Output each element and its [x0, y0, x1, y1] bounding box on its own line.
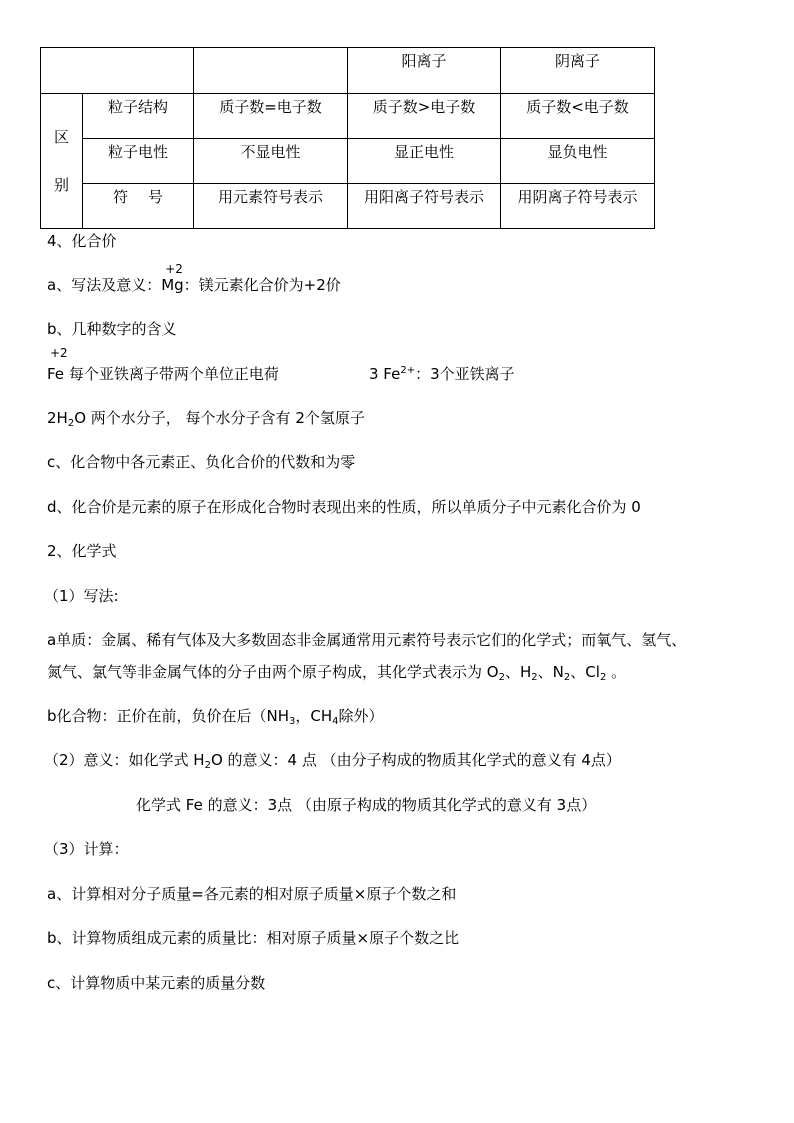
valence-a-prefix: a、写法及意义：	[47, 276, 162, 294]
header-cell-cation: 阳离子	[348, 48, 501, 94]
formula-sep: 、	[537, 663, 553, 681]
fe3-prefix: 3 Fe	[369, 365, 401, 383]
formula-meaning-sub: 2	[204, 760, 211, 771]
table-row	[41, 94, 655, 139]
row-label: 粒子结构	[83, 94, 194, 139]
header-cell-atom	[194, 48, 348, 94]
cell-anion: 显负电性	[501, 139, 655, 184]
formula-o2-el: O	[486, 663, 499, 681]
calc-c-line: c、计算物质中某元素的质量分数	[47, 974, 266, 992]
formula-n2-el: N	[552, 663, 564, 681]
valence-d-line: d、化合价是元素的原子在形成化合物时表现出来的性质，所以单质分子中元素化合价为 0	[47, 498, 641, 516]
formula-b-mid: ，CH	[295, 707, 333, 725]
formula-h2-sub: 2	[531, 672, 538, 683]
calc-b-line: b、计算物质组成元素的质量比：相对原子质量×原子个数之比	[47, 929, 460, 947]
table-row	[41, 184, 655, 229]
mg-with-valence	[161, 262, 184, 295]
valence-a-text: ：镁元素化合价为+2价	[183, 276, 341, 294]
valence-heading: 4、化合价	[47, 232, 117, 250]
cell-cation: 质子数>电子数	[348, 94, 501, 139]
formula-cl2-el: Cl	[585, 663, 600, 681]
cell-anion: 质子数<电子数	[501, 94, 655, 139]
fe-count-line	[369, 364, 515, 384]
formula-b-pre: b化合物：正价在前，负价在后（NH	[47, 707, 290, 725]
formula-meaning-pre: （2）意义：如化学式 H	[44, 751, 205, 769]
cell-cation: 用阳离子符号表示	[348, 184, 501, 229]
mg-symbol: Mg	[161, 276, 184, 294]
formula-heading: 2、化学式	[47, 542, 117, 560]
formula-a-line2	[47, 662, 626, 682]
cell-atom: 用元素符号表示	[194, 184, 348, 229]
table-row	[41, 139, 655, 184]
fe3-charge: 2+	[400, 365, 416, 376]
cell-atom: 质子数=电子数	[194, 94, 348, 139]
header-cell-anion: 阴离子	[501, 48, 655, 94]
mg-valence-mark: +2	[165, 262, 183, 276]
fe-ion-line	[47, 364, 279, 384]
h2o-post: O 两个水分子， 每个水分子含有 2个氢原子	[74, 409, 365, 427]
valence-c-line: c、化合物中各元素正、负化合价的代数和为零	[47, 453, 356, 471]
cell-anion: 用阴离子符号表示	[501, 184, 655, 229]
formula-n2-sub: 2	[563, 672, 571, 683]
valence-b-heading: b、几种数字的含义	[47, 320, 177, 338]
row-label: 粒子电性	[83, 139, 194, 184]
particle-comparison-table	[40, 47, 655, 229]
formula-a-line2-pre: 氮气、氯气等非金属气体的分子由两个原子构成，其化学式表示为	[47, 663, 487, 681]
fe-valence-mark: +2	[50, 346, 68, 360]
row-label: 符 号	[83, 184, 194, 229]
table-header-row	[41, 48, 655, 94]
formula-a-line1: a单质：金属、稀有气体及大多数固态非金属通常用元素符号表示它们的化学式；而氧气、氢气、	[47, 631, 687, 649]
fe-symbol: Fe	[47, 365, 65, 383]
cell-atom: 不显电性	[194, 139, 348, 184]
formula-o2-sub: 2	[498, 672, 505, 683]
calc-a-line: a、计算相对分子质量=各元素的相对原子质量×原子个数之和	[47, 885, 457, 903]
formula-meaning-line	[44, 750, 621, 770]
h2o-pre: 2H	[47, 409, 68, 427]
header-cell-empty	[41, 48, 194, 94]
formula-cl2-sub: 2	[599, 672, 607, 683]
formula-b-post: 除外）	[338, 707, 384, 725]
formula-sep: 、	[504, 663, 520, 681]
fe3-meaning: ：3个亚铁离子	[415, 365, 515, 383]
formula-b-sub2: 4	[332, 716, 339, 727]
formula-writing-title: （1）写法:	[44, 587, 119, 605]
difference-label: 区 别	[41, 94, 83, 229]
cell-cation: 显正电性	[348, 139, 501, 184]
fe-meaning: 每个亚铁离子带两个单位正电荷	[64, 365, 279, 383]
h2o-sub: 2	[67, 418, 75, 429]
formula-meaning-post: O 的意义：4 点 （由分子构成的物质其化学式的意义有 4点）	[210, 751, 621, 769]
formula-b-line	[47, 706, 384, 726]
valence-a-line	[47, 262, 341, 295]
calc-title: （3）计算：	[44, 840, 129, 858]
formula-fe-meaning-line: 化学式 Fe 的意义：3点 （由原子构成的物质其化学式的意义有 3点）	[136, 796, 597, 814]
formula-a-line2-end: 。	[606, 663, 627, 681]
formula-b-sub1: 3	[289, 716, 296, 727]
formula-h2-el: H	[519, 663, 532, 681]
h2o-line	[47, 408, 365, 428]
formula-sep: 、	[570, 663, 586, 681]
